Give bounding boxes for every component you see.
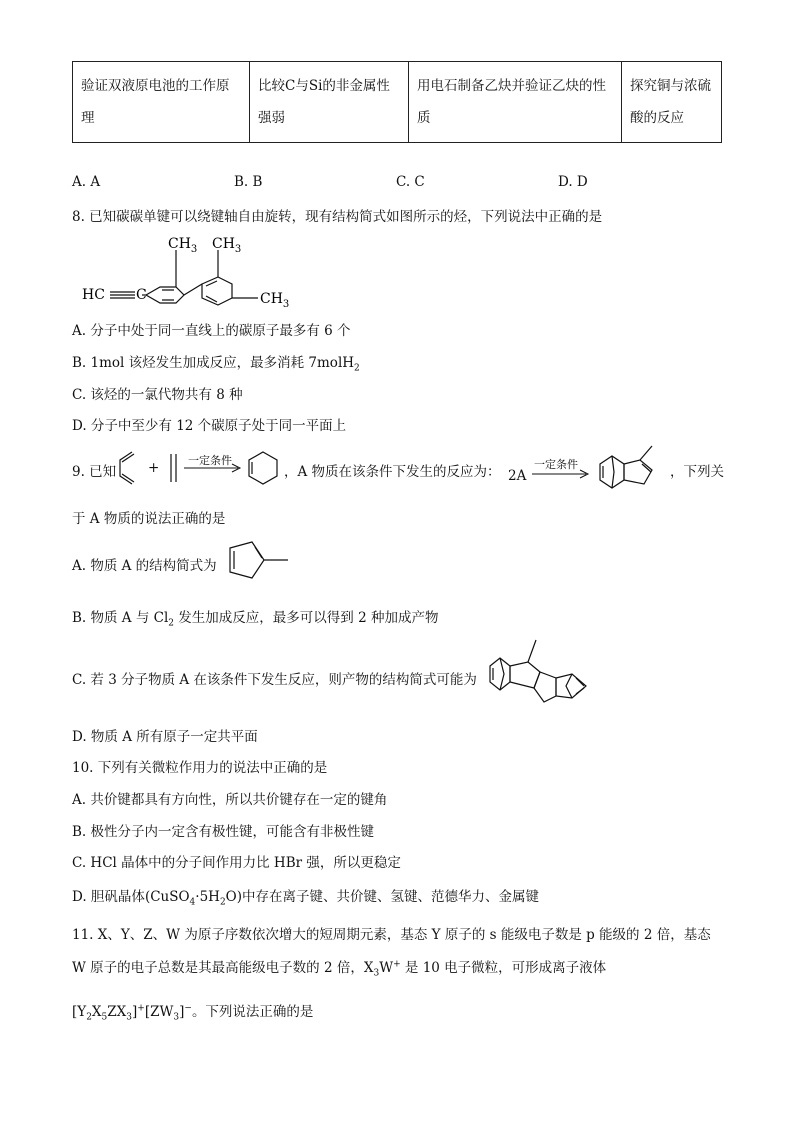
q8-option-c[interactable]: C. 该烃的一氯代物共有 8 种 — [72, 387, 243, 403]
q9-mid: ，A 物质在该条件下发生的反应为： — [284, 464, 501, 480]
experiment-table — [72, 61, 722, 143]
reaction-arrow-1 — [182, 462, 242, 474]
table-cell: 探究铜与浓硫酸的反应 — [622, 62, 722, 143]
struct-label: C — [136, 287, 147, 303]
q10-option-a[interactable]: A. 共价键都具有方向性，所以共价键存在一定的键角 — [72, 792, 388, 808]
q7-option-a[interactable]: A. A — [72, 174, 101, 190]
q10-stem: 10. 下列有关微粒作用力的说法中正确的是 — [72, 760, 328, 776]
q7-option-b[interactable]: B. B — [234, 174, 263, 190]
trimer-structure — [488, 634, 596, 716]
ethene-structure — [168, 452, 180, 484]
cyclohexene-structure — [246, 450, 280, 486]
q10-option-d[interactable]: D. 胆矾晶体$(CuSO_4\cdot 5H_2O)$中存在离子键、共价键、氢键、范德华力、金属键 — [72, 889, 540, 908]
q9-reactant: 2A — [508, 468, 527, 484]
butadiene-structure — [114, 450, 144, 486]
reaction-arrow-2 — [530, 468, 590, 480]
q11-line2: W 原子的电子总数是其最高能级电子数的 2 倍，$X_3W^+$ 是 10 电子微粒，可形成离子液体 — [72, 959, 607, 979]
struct-label: $CH_3$ — [260, 291, 290, 310]
ionic-liquid-formula: $[Y_2X_5ZX_3]^+[ZW_3]^-$ — [72, 1003, 192, 1023]
q9-option-a[interactable]: A. 物质 A 的结构简式为 — [72, 558, 217, 574]
struct-label: $CH_3$ — [168, 236, 198, 255]
q9-option-b[interactable]: B. 物质 A 与 $Cl_2$ 发生加成反应，最多可以得到 2 种加成产物 — [72, 610, 439, 629]
q8-option-b[interactable]: B. 1mol 该烃发生加成反应，最多消耗 7molH$_2$ — [72, 355, 360, 374]
q7-option-c[interactable]: C. C — [396, 174, 425, 190]
q9-condition-1: 一定条件 — [188, 454, 232, 467]
methylcyclopentadiene-structure — [222, 538, 294, 582]
q9-condition-2: 一定条件 — [534, 458, 578, 471]
q11-line3: $[Y_2X_5ZX_3]^+[ZW_3]^-$。下列说法正确的是 — [72, 1003, 314, 1023]
q8-structure — [80, 232, 310, 310]
table-cell: 用电石制备乙炔并验证乙炔的性质 — [409, 62, 622, 143]
q8-option-d[interactable]: D. 分子中至少有 12 个碳原子处于同一平面上 — [72, 418, 347, 434]
q11-line1: 11. X、Y、Z、W 为原子序数依次增大的短周期元素，基态 Y 原子的 s 能级电子数是 p 能级的 2 倍，基态 — [72, 927, 711, 943]
dimer-structure — [596, 442, 668, 492]
q8-stem: 8. 已知碳碳单键可以绕键轴自由旋转，现有结构简式如图所示的烃，下列说法中正确的是 — [72, 209, 603, 225]
q9-end: ，下列关 — [670, 464, 724, 480]
table-row — [73, 62, 722, 143]
table-cell: 比较C与Si的非金属性强弱 — [250, 62, 409, 143]
q10-option-c[interactable]: C. HCl 晶体中的分子间作用力比 HBr 强，所以更稳定 — [72, 855, 401, 871]
q9-option-d[interactable]: D. 物质 A 所有原子一定共平面 — [72, 729, 258, 745]
q7-option-d[interactable]: D. D — [558, 174, 588, 190]
q9-line2: 于 A 物质的说法正确的是 — [72, 511, 226, 527]
struct-label: HC — [82, 287, 105, 303]
table-cell: 验证双液原电池的工作原理 — [73, 62, 250, 143]
q8-option-a[interactable]: A. 分子中处于同一直线上的碳原子最多有 6 个 — [72, 323, 351, 339]
struct-label: $CH_3$ — [212, 236, 242, 255]
q9-option-c[interactable]: C. 若 3 分子物质 A 在该条件下发生反应，则产物的结构简式可能为 — [72, 672, 477, 688]
q9-prefix: 9. 已知 — [72, 464, 117, 480]
q9-plus: + — [148, 460, 160, 476]
q10-option-b[interactable]: B. 极性分子内一定含有极性键，可能含有非极性键 — [72, 824, 375, 840]
